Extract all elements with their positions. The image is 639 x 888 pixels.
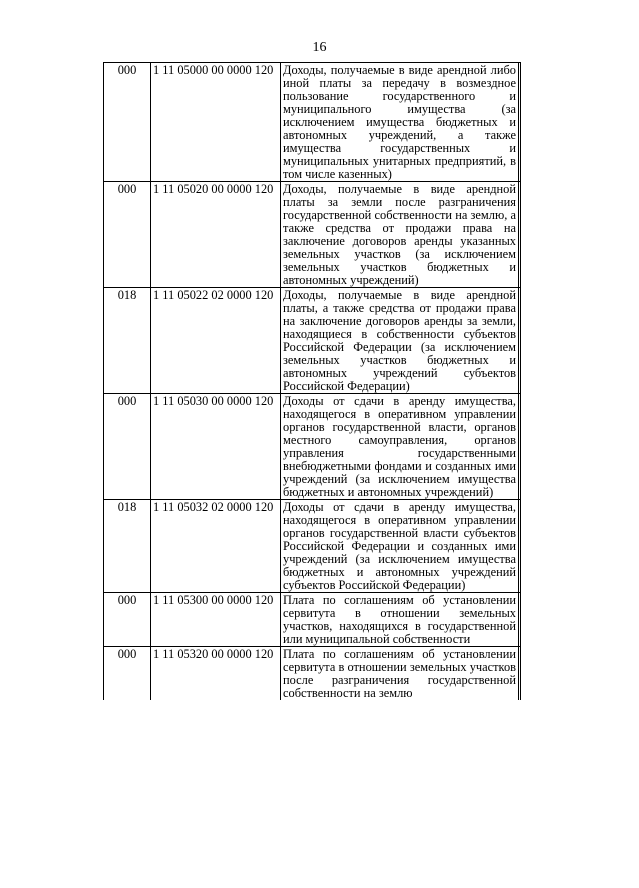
- budget-code-cell: 1 11 05000 00 0000 120: [151, 63, 281, 182]
- page-number: 16: [312, 40, 327, 55]
- income-name-cell: Доходы от сдачи в аренду имущества, находящегося в оперативном управлении органов государственной власти, органов местного самоуправления, органов управления государственными внебюджетными фондами и созданных ими учреждений (за исключением имущества бюджетных и автономных учреждений): [281, 394, 519, 500]
- admin-code-cell: 000: [104, 647, 151, 701]
- budget-code-cell: 1 11 05030 00 0000 120: [151, 394, 281, 500]
- amount-cell: [519, 394, 521, 500]
- budget-code-cell: 1 11 05022 02 0000 120: [151, 288, 281, 394]
- admin-code-cell: 000: [104, 593, 151, 647]
- table-row: [104, 63, 521, 182]
- income-name-cell: Плата по соглашениям об установлении сервитута в отношении земельных участков после разграничения государственной собственности на землю: [281, 647, 519, 701]
- amount-cell: [519, 500, 521, 593]
- amount-cell: [519, 63, 521, 182]
- budget-code-cell: 1 11 05032 02 0000 120: [151, 500, 281, 593]
- income-name-cell: Доходы, получаемые в виде арендной платы, а также средства от продажи права на заключение договоров аренды за земли, находящиеся в собственности субъектов Российской Федерации (за исключением земельных участков бюджетных и автономных учреждений субъектов Российской Федерации): [281, 288, 519, 394]
- admin-code-cell: 018: [104, 288, 151, 394]
- amount-cell: [519, 647, 521, 701]
- table-row: [104, 500, 521, 593]
- admin-code-cell: 000: [104, 182, 151, 288]
- amount-cell: [519, 288, 521, 394]
- table-row: [104, 182, 521, 288]
- income-name-cell: Плата по соглашениям об установлении сервитута в отношении земельных участков, находящихся в государственной или муниципальной собственности: [281, 593, 519, 647]
- budget-code-cell: 1 11 05320 00 0000 120: [151, 647, 281, 701]
- budget-code-cell: 1 11 05020 00 0000 120: [151, 182, 281, 288]
- budget-code-cell: 1 11 05300 00 0000 120: [151, 593, 281, 647]
- table-row: [104, 593, 521, 647]
- amount-cell: [519, 593, 521, 647]
- admin-code-cell: 000: [104, 63, 151, 182]
- revenue-table: [103, 62, 521, 700]
- table-row: [104, 288, 521, 394]
- admin-code-cell: 000: [104, 394, 151, 500]
- income-name-cell: Доходы, получаемые в виде арендной платы за земли после разграничения государственной собственности на землю, а также средства от продажи права на заключение договоров аренды указанных земельных участков (за исключением земельных участков бюджетных и автономных учреждений): [281, 182, 519, 288]
- income-name-cell: Доходы от сдачи в аренду имущества, находящегося в оперативном управлении органов государственной власти субъектов Российской Федерации и созданных ими учреждений (за исключением имущества бюджетных и автономных учреждений субъектов Российской Федерации): [281, 500, 519, 593]
- admin-code-cell: 018: [104, 500, 151, 593]
- table-row: [104, 647, 521, 701]
- income-name-cell: Доходы, получаемые в виде арендной либо иной платы за передачу в возмездное пользование государственного и муниципального имущества (за исключением имущества бюджетных и автономных учреждений, а также имущества государственных и муниципальных унитарных предприятий, в том числе казенных): [281, 63, 519, 182]
- table-row: [104, 394, 521, 500]
- amount-cell: [519, 182, 521, 288]
